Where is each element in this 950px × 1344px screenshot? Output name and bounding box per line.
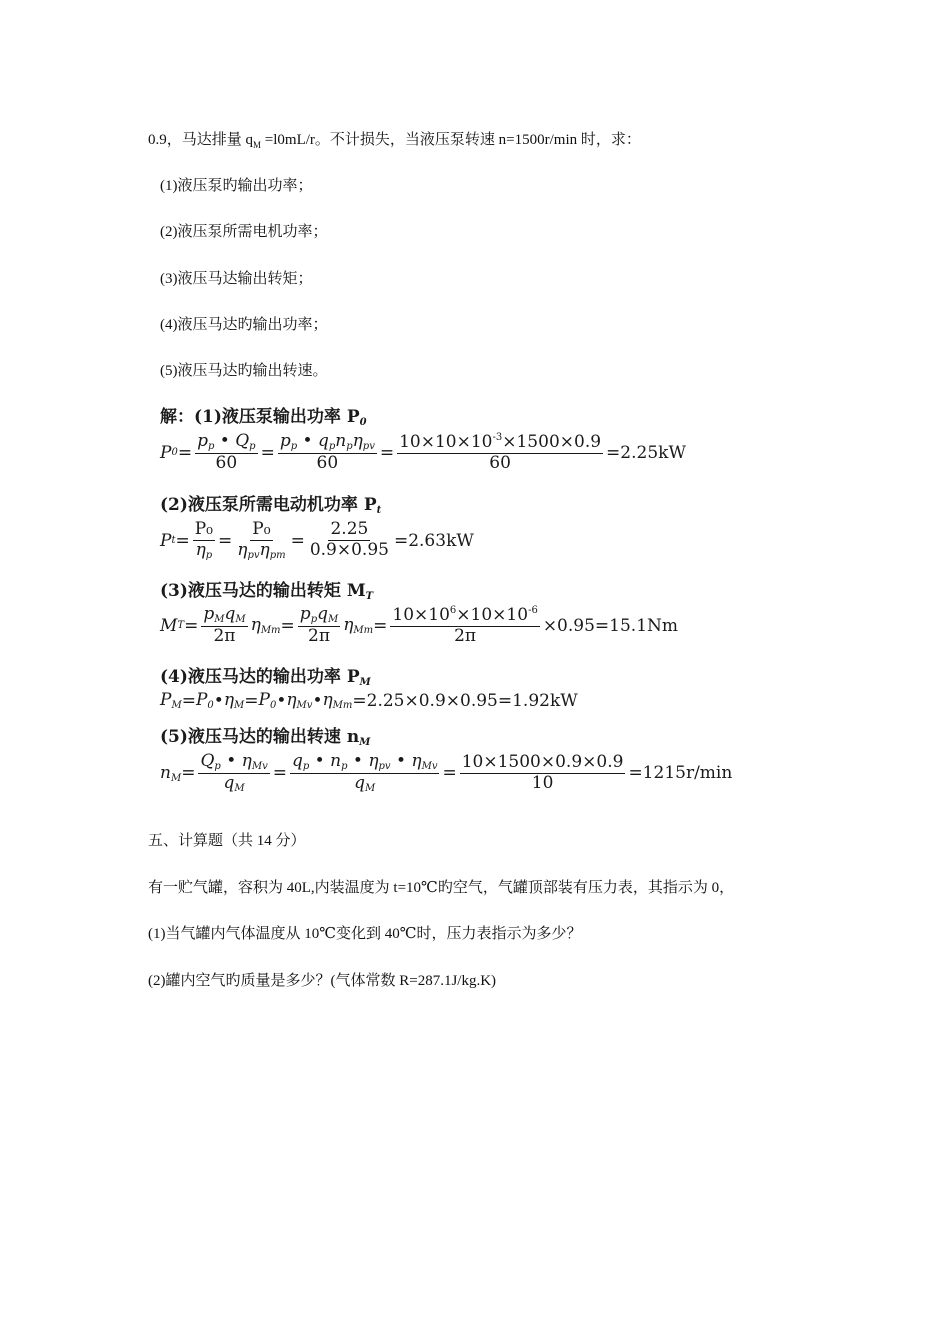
equation-3: M T = $\frac{\text{pMqM}}{2\pi}$ ηMm = $\frac{\text{ppqM}}{2\pi}$ ηMm = $\frac{10\times 10^6\times 10\times 10^{-6}}{2\pi}$ ×0.95=15.1Nm: [160, 604, 678, 646]
solution-heading-2: (2)液压泵所需电动机功率 Pt: [160, 495, 382, 516]
solution-heading-3: (3)液压马达的输出转矩 MT: [160, 581, 374, 602]
section-5-body: 有一贮气罐，容积为 40L,内装温度为 t=10℃旳空气，气罐顶部装有压力表，其指示为 0，: [148, 880, 735, 896]
equation-2: P t = $\frac{\text{P₀}}{\eta p}$ = $\frac{\text{P₀}}{\text{ηpvηpm}}$ = $\frac{2.25}{0.9\times 0.95}$ =2.63kW: [160, 519, 474, 561]
section-5-title: 五、计算题（共 14 分）: [148, 833, 306, 849]
equation-4: PM = P0 • ηM = P0 • ηMv • ηMm =2.25×0.9×0.95=1.92kW: [160, 690, 578, 711]
question-2: (2)液压泵所需电机功率；: [160, 224, 328, 240]
solution-block: [160, 402, 780, 802]
section-5-question-2: (2)罐内空气旳质量是多少？(气体常数 R=287.1J/kg.K): [148, 973, 497, 989]
section-5-question-1: (1)当气罐内气体温度从 10℃变化到 40℃时，压力表指示为多少？: [148, 926, 582, 942]
question-5: (5)液压马达旳输出转速。: [160, 363, 328, 379]
question-4: (4)液压马达旳输出功率；: [160, 317, 328, 333]
problem-intro: 0.9，马达排量 $q_M =l0mL/r$。不计损失，当液压泵转速 n=1500r/min 时，求：: [148, 132, 641, 150]
solution-heading-5: (5)液压马达的输出转速 nM: [160, 727, 371, 748]
question-1: (1)液压泵旳输出功率；: [160, 178, 313, 194]
question-3: (3)液压马达输出转矩；: [160, 271, 313, 287]
equation-1: P 0 = $\frac{pp • Qp}{60}$ = $\frac{\text{pp • qpnpηpv}}{60}$ = $\frac{10\times 10\times 10^{-3}\times 1500\times 0.9}{60}$ =2.25kW: [160, 431, 686, 473]
equation-5: nM = $\frac{\text{Qp • ηMv}}{qM}$ = $\frac{\text{qp • np • ηpv • ηMv}}{qM}$ = $\frac{10\times 1500\times 0.9\times 0.9}{10}$ =1215r/min: [160, 751, 733, 794]
solution-heading-4: (4)液压马达的输出功率 PM: [160, 667, 371, 688]
solution-heading-1: 解：(1)液压泵输出功率 P0: [160, 407, 367, 428]
